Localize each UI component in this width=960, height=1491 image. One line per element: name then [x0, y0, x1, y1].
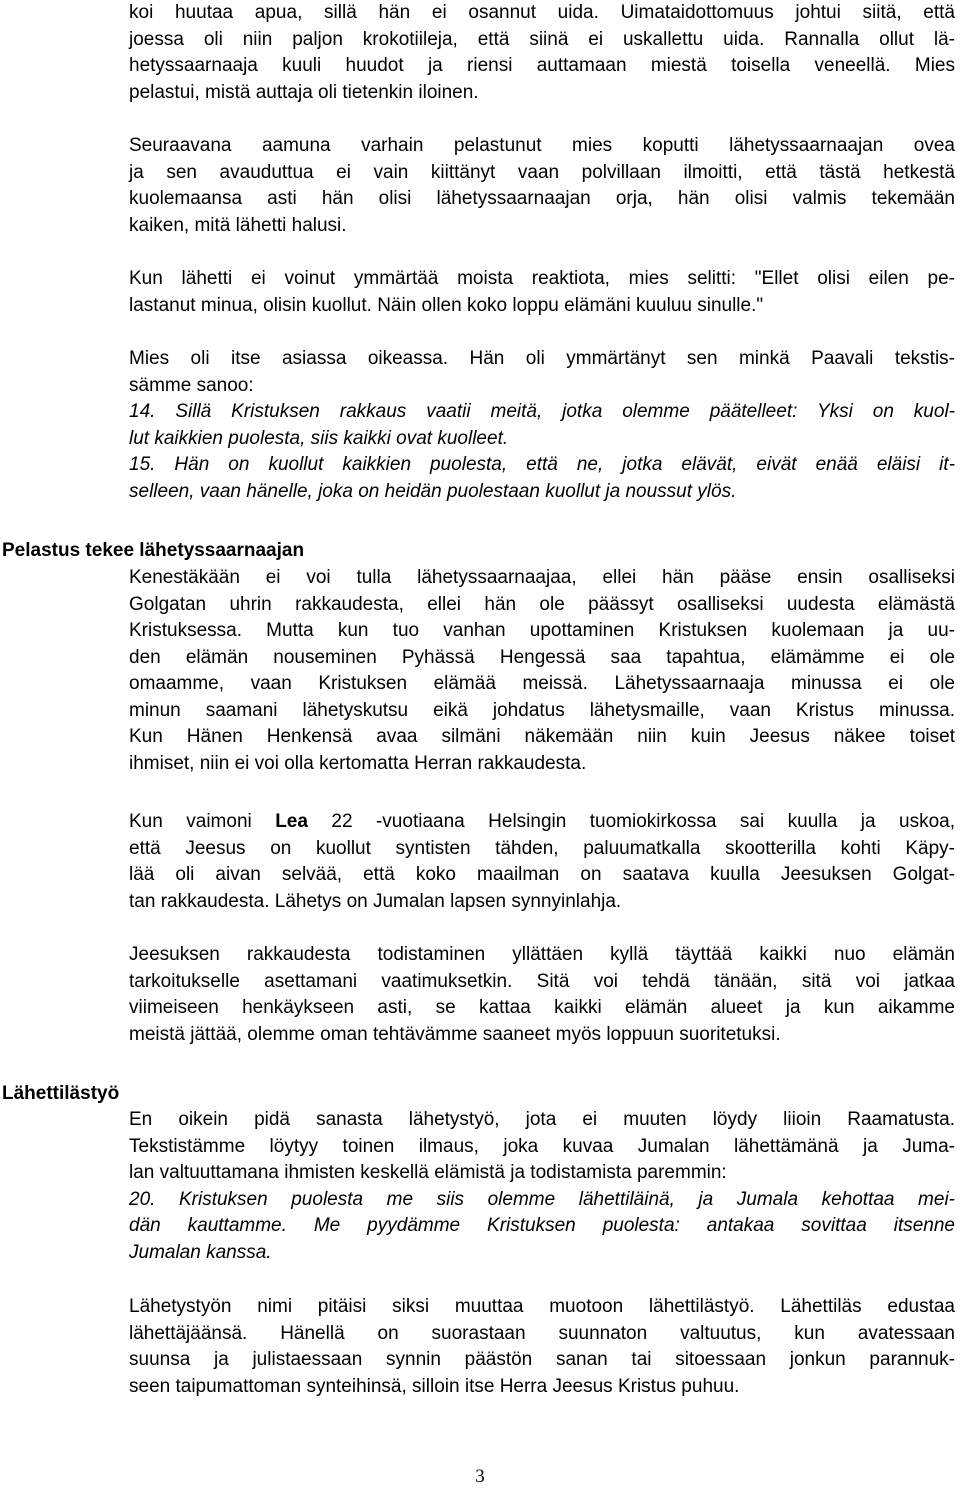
- text-line: En oikein pidä sanasta lähetystyö, jota ei muuten löydy liioin Raamatusta.: [129, 1109, 955, 1130]
- text-line: Kristuksessa. Mutta kun tuo vanhan upottaminen Kristuksen kuolemaan ja uu-: [129, 620, 955, 641]
- scripture-line: dän kauttamme. Me pyydämme Kristuksen puolesta: antakaa sovittaa itsenne: [129, 1215, 955, 1236]
- paragraph-missionary: [129, 565, 955, 777]
- text-line: ihmiset, niin ei voi olla kertomatta Herran rakkaudesta.: [129, 752, 587, 774]
- text-run: 22 -vuotiaana Helsingin tuomiokirkossa sai kuulla ja uskoa,: [307, 811, 955, 832]
- text-line: seen taipumattoman synteihinsä, silloin itse Herra Jeesus Kristus puhuu.: [129, 1375, 740, 1397]
- paragraph-testimony: [129, 942, 955, 1048]
- paragraph-explanation: [129, 266, 955, 319]
- scripture-line: selleen, vaan hänelle, joka on heidän puolestaan kuollut ja noussut ylös.: [129, 480, 737, 502]
- text-line: omaamme, vaan Kristuksen elämää meissä. Lähetyssaarnaaja minussa ei ole: [129, 673, 955, 694]
- text-line: pelastui, mistä auttaja oli tietenkin iloinen.: [129, 81, 479, 103]
- text-line: joessa oli niin paljon krokotiileja, että siinä ei uskallettu uida. Rannalla ollut lä-: [129, 28, 955, 50]
- text-line: meistä jättää, olemme oman tehtävämme saaneet myös loppuun suoritetuksi.: [129, 1023, 781, 1045]
- text-line: lää oli aivan selvää, että koko maailman on saatava kuulla Jeesuksen Golgat-: [129, 864, 955, 885]
- text-line: tarkoitukselle asettamani vaatimuksetkin. Sitä voi tehdä tänään, sitä voi jatkaa: [129, 970, 955, 992]
- text-line: lähettäjäänsä. Hänellä on suorastaan suunnaton valtuutus, kun avatessaan: [129, 1322, 955, 1344]
- name-lea: Lea: [275, 811, 308, 832]
- text-line: Seuraavana aamuna varhain pelastunut mies koputti lähetyssaarnaajan ovea: [129, 135, 955, 156]
- paragraph-wife-lea: [129, 809, 955, 915]
- scripture-line: 20. Kristuksen puolesta me siis olemme lähettiläinä, ja Jumala kehottaa mei-: [129, 1188, 955, 1210]
- text-line: Jeesuksen rakkaudesta todistaminen yllättäen kyllä täyttää kaikki nuo elämän: [129, 944, 955, 965]
- text-line: Tekstistämme löytyy toinen ilmaus, joka kuvaa Jumalan lähettämänä ja Juma-: [129, 1135, 955, 1157]
- text-line: sämme sanoo:: [129, 374, 254, 396]
- paragraph-next-morning: [129, 133, 955, 239]
- page-number: 3: [475, 1466, 485, 1487]
- paragraph-mission-name: [129, 1294, 955, 1400]
- scripture-line: 14. Sillä Kristuksen rakkaus vaatii meitä, jotka olemme päätelleet: Yksi on kuol-: [129, 401, 955, 422]
- text-line: Kun lähetti ei voinut ymmärtää moista reaktiota, mies selitti: "Ellet olisi eilen pe-: [129, 268, 955, 289]
- scripture-line: lut kaikkien puolesta, siis kaikki ovat kuolleet.: [129, 427, 509, 449]
- paragraph-crocodile-story: [129, 0, 955, 106]
- text-line: suunsa ja julistaessaan synnin päästön sanan tai sitoessaan jonkun parannuk-: [129, 1349, 955, 1370]
- scripture-line: Jumalan kanssa.: [129, 1241, 272, 1263]
- text-line: että Jeesus on kuollut syntisten tähden, paluumatkalla skootterilla kohti Käpy-: [129, 837, 955, 859]
- text-line: lastanut minua, olisin kuollut. Näin ollen koko loppu elämäni kuuluu sinulle.": [129, 294, 764, 316]
- text-line: Lähetystyön nimi pitäisi siksi muuttaa muotoon lähettilästyö. Lähettiläs edustaa: [129, 1296, 955, 1317]
- text-line: kaiken, mitä lähetti halusi.: [129, 214, 347, 236]
- text-line: Kenestäkään ei voi tulla lähetyssaarnaajaa, ellei hän pääse ensin osalliseksi: [129, 567, 955, 588]
- text-line: den elämän nouseminen Pyhässä Hengessä saa tapahtua, elämämme ei ole: [129, 646, 955, 668]
- text-line: ja sen avauduttua ei vain kiittänyt vaan polvillaan ilmoitti, että tästä hetkestä: [129, 161, 955, 183]
- text-line: Mies oli itse asiassa oikeassa. Hän oli ymmärtänyt sen minkä Paavali tekstis-: [129, 348, 955, 369]
- section-heading-lahettilastyo: Lähettilästyö: [2, 1083, 120, 1104]
- text-run: Kun vaimoni: [129, 811, 276, 832]
- text-line: lan valtuuttamana ihmisten keskellä elämistä ja todistamista paremmin:: [129, 1162, 727, 1183]
- paragraph-paul-quote: [129, 346, 955, 505]
- text-line: [129, 809, 955, 836]
- paragraph-ambassador: [129, 1107, 955, 1266]
- scripture-line: 15. Hän on kuollut kaikkien puolesta, että ne, jotka elävät, eivät enää eläisi it-: [129, 454, 955, 475]
- text-line: tan rakkaudesta. Lähetys on Jumalan lapsen synnyinlahja.: [129, 890, 622, 912]
- text-line: Golgatan uhrin rakkaudesta, ellei hän ole päässyt osalliseksi uudesta elämästä: [129, 593, 955, 615]
- text-line: viimeiseen henkäykseen asti, se kattaa kaikki elämän alueet ja kun aikamme: [129, 997, 955, 1018]
- text-line: minun saamani lähetyskutsu eikä johdatus lähetysmaille, vaan Kristus minussa.: [129, 699, 955, 721]
- section-heading-pelastus: Pelastus tekee lähetyssaarnaajan: [2, 540, 305, 561]
- text-line: koi huutaa apua, sillä hän ei osannut uida. Uimataidottomuus johtui siitä, että: [129, 2, 955, 23]
- text-line: kuolemaansa asti hän olisi lähetyssaarnaajan orja, hän olisi valmis tekemään: [129, 188, 955, 209]
- text-line: Kun Hänen Henkensä avaa silmäni näkemään niin kuin Jeesus näkee toiset: [129, 726, 955, 747]
- text-line: hetyssaarnaaja kuuli huudot ja riensi auttamaan miestä toisella veneellä. Mies: [129, 55, 955, 76]
